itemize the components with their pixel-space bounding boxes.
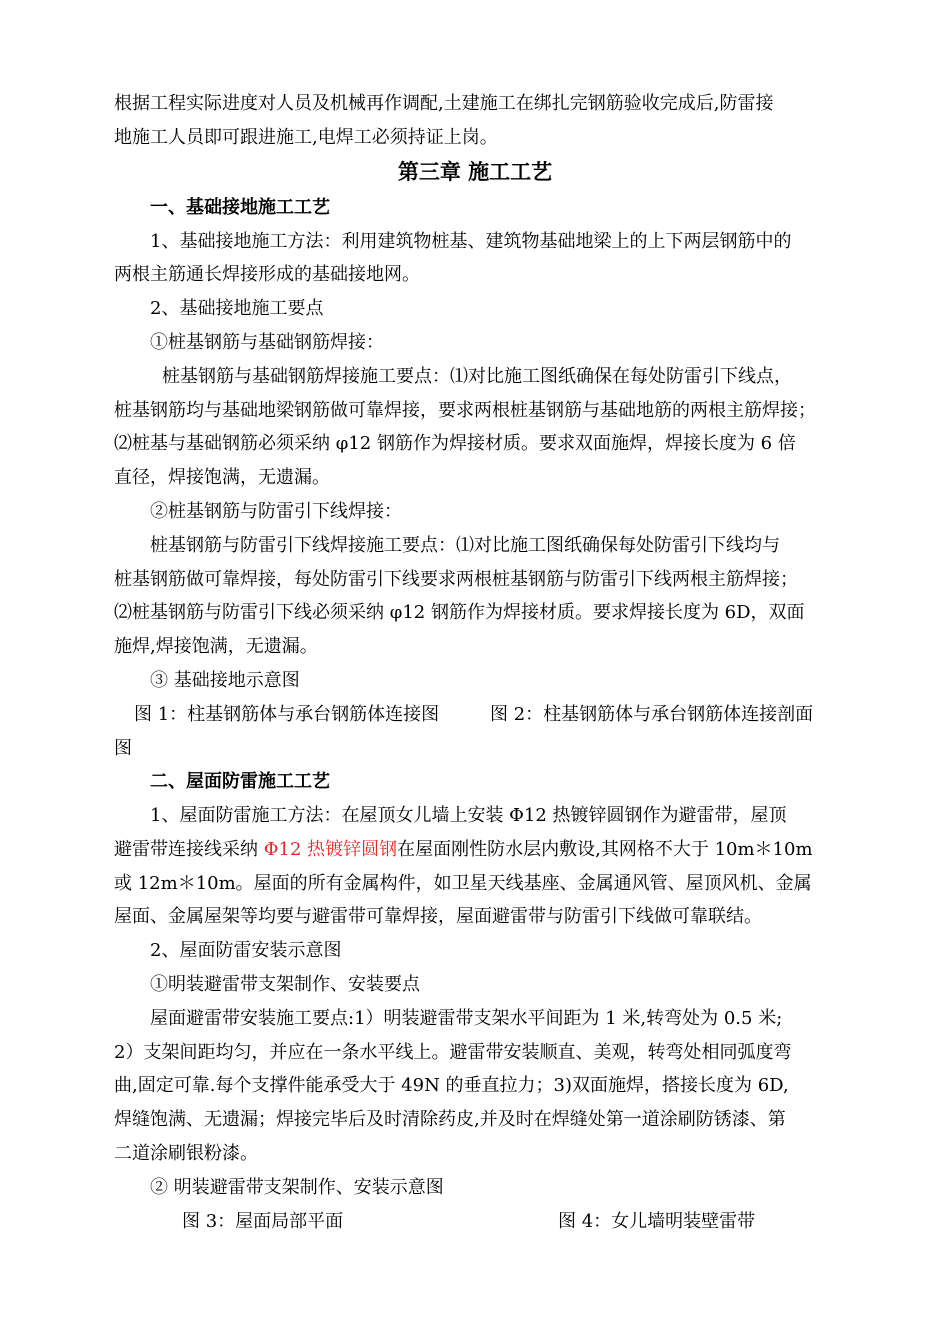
list-item: 2、屋面防雷安装示意图: [150, 940, 342, 961]
paragraph-line: 2）支架间距均匀，并应在一条水平线上。避雷带安装顺直、美观，转弯处相同弧度弯: [114, 1042, 792, 1063]
subsection-title: ②桩基钢筋与防雷引下线焊接：: [150, 501, 402, 522]
paragraph-line-with-highlight: [114, 838, 813, 862]
subsection-title: ③ 基础接地示意图: [150, 670, 300, 691]
figure-caption-3: 图 3：屋面局部平面: [182, 1211, 344, 1232]
paragraph-line: 根据工程实际进度对人员及机械再作调配,土建施工在绑扎完钢筋验收完成后,防雷接: [114, 93, 774, 114]
paragraph-line: 1、屋面防雷施工方法：在屋顶女儿墙上安装 Φ12 热镀锌圆钢作为避雷带，屋顶: [150, 805, 787, 826]
subsection-title: ② 明装避雷带支架制作、安装示意图: [150, 1177, 444, 1198]
chapter-title: 第三章 施工工艺: [397, 159, 553, 184]
section-heading-foundation: 一、基础接地施工工艺: [150, 197, 330, 218]
paragraph-line: 施焊,焊接饱满，无遗漏。: [114, 636, 318, 657]
paragraph-line: 桩基钢筋与防雷引下线焊接施工要点：⑴对比施工图纸确保每处防雷引下线均与: [150, 535, 780, 556]
text-run: 避雷带连接线采纳: [114, 839, 264, 860]
paragraph-line: 桩基钢筋均与基础地梁钢筋做可靠焊接，要求两根桩基钢筋与基础地筋的两根主筋焊接；: [114, 400, 816, 421]
paragraph-line: 屋面避雷带安装施工要点:1）明装避雷带支架水平间距为 1 米,转弯处为 0.5 米;: [150, 1008, 783, 1029]
subsection-title: ①桩基钢筋与基础钢筋焊接：: [150, 332, 384, 353]
paragraph-line: 地施工人员即可跟进施工,电焊工必须持证上岗。: [114, 127, 498, 148]
paragraph-line: 1、基础接地施工方法：利用建筑物桩基、建筑物基础地梁上的上下两层钢筋中的: [150, 231, 792, 252]
subsection-title: ①明装避雷带支架制作、安装要点: [150, 974, 420, 995]
paragraph-line: ⑵桩基与基础钢筋必须采纳 φ12 钢筋作为焊接材质。要求双面施焊，焊接长度为 6 倍: [114, 433, 796, 454]
section-heading-roof: 二、屋面防雷施工工艺: [150, 771, 330, 792]
text-run: 在屋面刚性防水层内敷设,其网格不大于 10m＊10m: [397, 839, 813, 860]
paragraph-line: 屋面、金属屋架等均要与避雷带可靠焊接，屋面避雷带与防雷引下线做可靠联结。: [114, 906, 762, 927]
figure-caption-4: 图 4：女儿墙明装壁雷带: [558, 1211, 756, 1232]
figure-caption-2: 图 2：柱基钢筋体与承台钢筋体连接剖面: [490, 704, 814, 725]
list-item: 2、基础接地施工要点: [150, 298, 324, 319]
figure-caption-2-continued: 图: [114, 738, 132, 759]
paragraph-line: 焊缝饱满、无遗漏；焊接完毕后及时清除药皮,并及时在焊缝处第一道涂刷防锈漆、第: [114, 1109, 786, 1130]
highlighted-text: Φ12 热镀锌圆钢: [263, 839, 398, 860]
paragraph-line: ⑵桩基钢筋与防雷引下线必须采纳 φ12 钢筋作为焊接材质。要求焊接长度为 6D，双面: [114, 602, 805, 623]
paragraph-line: 两根主筋通长焊接形成的基础接地网。: [114, 264, 420, 285]
paragraph-line: 二道涂刷银粉漆。: [114, 1143, 258, 1164]
paragraph-line: 桩基钢筋与基础钢筋焊接施工要点：⑴对比施工图纸确保在每处防雷引下线点，: [162, 366, 792, 387]
paragraph-line: 曲,固定可靠.每个支撑件能承受大于 49N 的垂直拉力；3)双面施焊，搭接长度为 6D,: [114, 1075, 789, 1096]
paragraph-line: 或 12m＊10m。屋面的所有金属构件，如卫星天线基座、金属通风管、屋顶风机、金属: [114, 873, 812, 894]
paragraph-line: 桩基钢筋做可靠焊接，每处防雷引下线要求两根桩基钢筋与防雷引下线两根主筋焊接；: [114, 569, 798, 590]
figure-caption-1: 图 1：柱基钢筋体与承台钢筋体连接图: [134, 704, 440, 725]
paragraph-line: 直径，焊接饱满，无遗漏。: [114, 467, 330, 488]
